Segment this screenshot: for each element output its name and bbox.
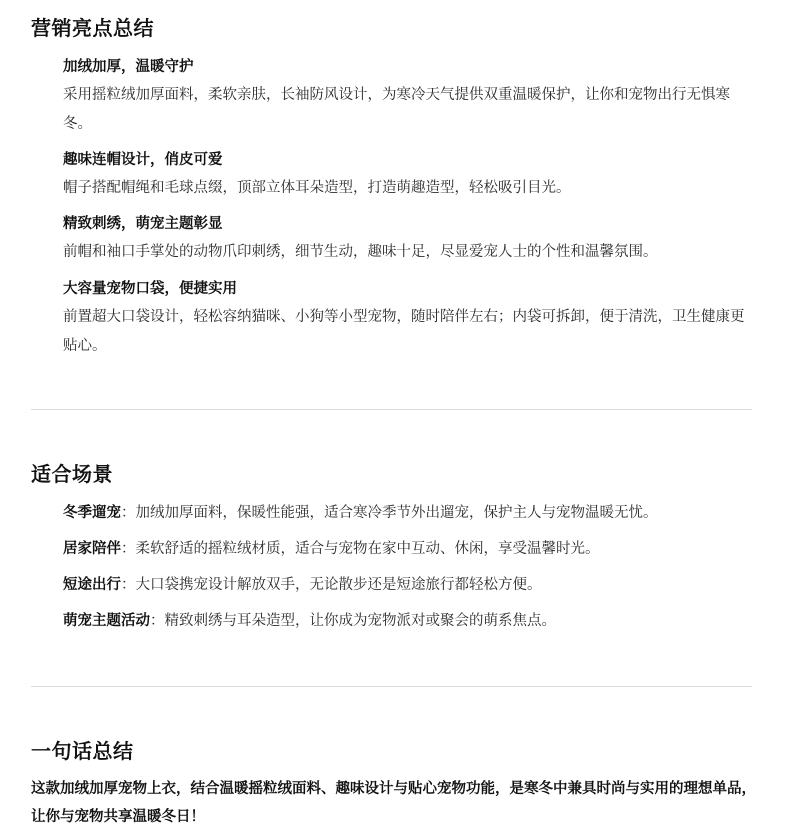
highlight-heading: 加绒加厚，温暖守护 [63,59,194,75]
highlight-heading: 精致刺绣，萌宠主题彰显 [63,216,223,232]
summary-text: 这款加绒加厚宠物上衣，结合温暖摇粒绒面料、趣味设计与贴心宠物功能，是寒冬中兼具时尚与实用的理想单品，让你与宠物共享温暖冬日！ [31,781,756,825]
scenario-item [63,609,763,633]
scenario-separator: ： [150,613,165,629]
scenario-label: 居家陪伴 [63,541,121,557]
scenario-text: 大口袋携宠设计解放双手，无论散步还是短途旅行都轻松方便。 [135,577,542,593]
highlight-item [63,56,753,139]
scenario-text: 柔软舒适的摇粒绒材质，适合与宠物在家中互动、休闲，享受温馨时光。 [135,541,600,557]
scenario-item [63,537,763,561]
scenario-separator: ： [121,541,136,557]
section-divider [31,686,752,687]
highlights-title: 营销亮点总结 [31,16,154,40]
highlight-body: 前帽和袖口手掌处的动物爪印刺绣，细节生动，趣味十足，尽显爱宠人士的个性和温馨氛围。 [63,244,658,260]
section-divider [31,409,752,410]
scenario-text: 精致刺绣与耳朵造型，让你成为宠物派对或聚会的萌系焦点。 [164,613,556,629]
scenario-label: 萌宠主题活动 [63,613,150,629]
scenario-label: 冬季遛宠 [63,505,121,521]
highlight-body: 帽子搭配帽绳和毛球点缀，顶部立体耳朵造型，打造萌趣造型，轻松吸引目光。 [63,180,571,196]
scenario-label: 短途出行 [63,577,121,593]
scenario-text: 加绒加厚面料，保暖性能强，适合寒冷季节外出遛宠，保护主人与宠物温暖无忧。 [135,505,658,521]
highlight-heading: 大容量宠物口袋，便捷实用 [63,281,237,297]
scenario-separator: ： [121,505,136,521]
scenario-separator: ： [121,577,136,593]
summary-title: 一句话总结 [31,739,134,763]
highlight-body: 前置超大口袋设计，轻松容纳猫咪、小狗等小型宠物，随时陪伴左右；内袋可拆卸，便于清洗，卫生健康更贴心。 [63,309,745,354]
highlight-heading: 趣味连帽设计，俏皮可爱 [63,152,223,168]
highlight-body: 采用摇粒绒加厚面料，柔软亲肤，长袖防风设计，为寒冷天气提供双重温暖保护，让你和宠物出行无惧寒冬。 [63,87,730,132]
scenarios-title: 适合场景 [31,462,113,486]
scenario-item [63,501,763,525]
highlight-item [63,149,753,203]
highlight-item [63,278,753,361]
scenario-item [63,573,763,597]
highlight-item [63,213,753,267]
